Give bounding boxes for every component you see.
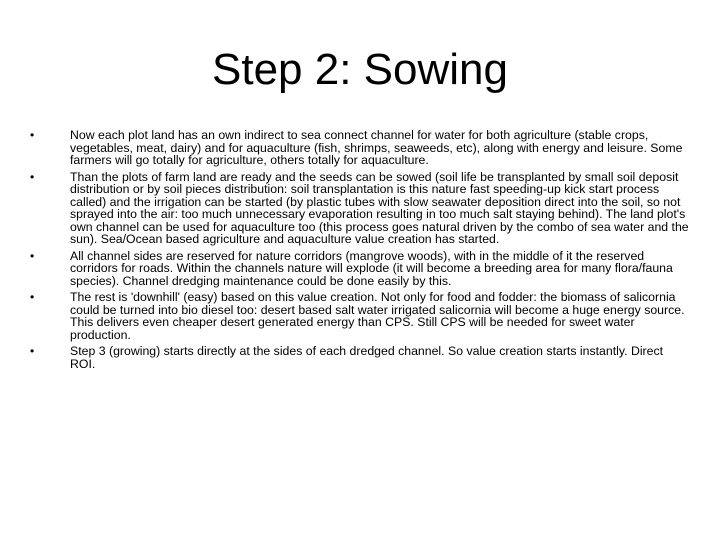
- bullet-text: Than the plots of farm land are ready and the seeds can be sowed (soil life be transplanted by small soil deposit distribution or by soil pieces distribution: soil transplantation is this nature fast speeding-up kick start process called) and the irrigation can be started (by plastic tubes with slow seawater deposition direct into the soil, so not sprayed into the air: too much unnecessary evaporation resulting in too much salt staying behind). The land plot's own channel can be used for aquaculture too (this process goes natural driven by the combo of sea water and the sun). Sea/Ocean based agriculture and aquaculture value creation has started.: [70, 169, 689, 246]
- bullet-dot-icon: •: [30, 248, 35, 263]
- bullet-text: Step 3 (growing) starts directly at the sides of each dredged channel. So value creation starts instantly. Direct ROI.: [70, 344, 664, 371]
- bullet-dot-icon: •: [30, 128, 35, 142]
- bullet-item: [30, 250, 690, 288]
- bullet-item: [30, 129, 690, 167]
- bullet-dot-icon: •: [30, 290, 35, 304]
- bullet-item: [30, 291, 690, 341]
- bullet-list: [30, 129, 690, 370]
- bullet-dot-icon: •: [30, 344, 35, 358]
- bullet-text: The rest is 'downhill' (easy) based on this value creation. Not only for food and fodder: the biomass of salicornia could be turned into bio diesel too: desert based salt water irrigated salicornia will become a huge energy source. This delivers even cheaper desert generated energy than CPS. Still CPS will be needed for sweet water production.: [70, 290, 685, 342]
- bullet-item: [30, 171, 690, 246]
- bullet-text: Now each plot land has an own indirect to sea connect channel for water for both agriculture (stable crops, vegetables, meat, dairy) and for aquaculture (fish, shrimps, seaweeds, etc), along with energy and leisure. Some farmers will go totally for agriculture, others totally for aquaculture.: [70, 128, 683, 167]
- bullet-text: All channel sides are reserved for nature corridors (mangrove woods), with in the middle of it the reserved corridors for roads. Within the channels nature will explode (it will become a breeding area for many flora/fauna species). Channel dredging maintenance could be done easily by this.: [70, 248, 673, 288]
- bullet-item: [30, 345, 690, 370]
- bullet-dot-icon: •: [30, 169, 35, 184]
- slide-title: Step 2: Sowing: [212, 45, 508, 94]
